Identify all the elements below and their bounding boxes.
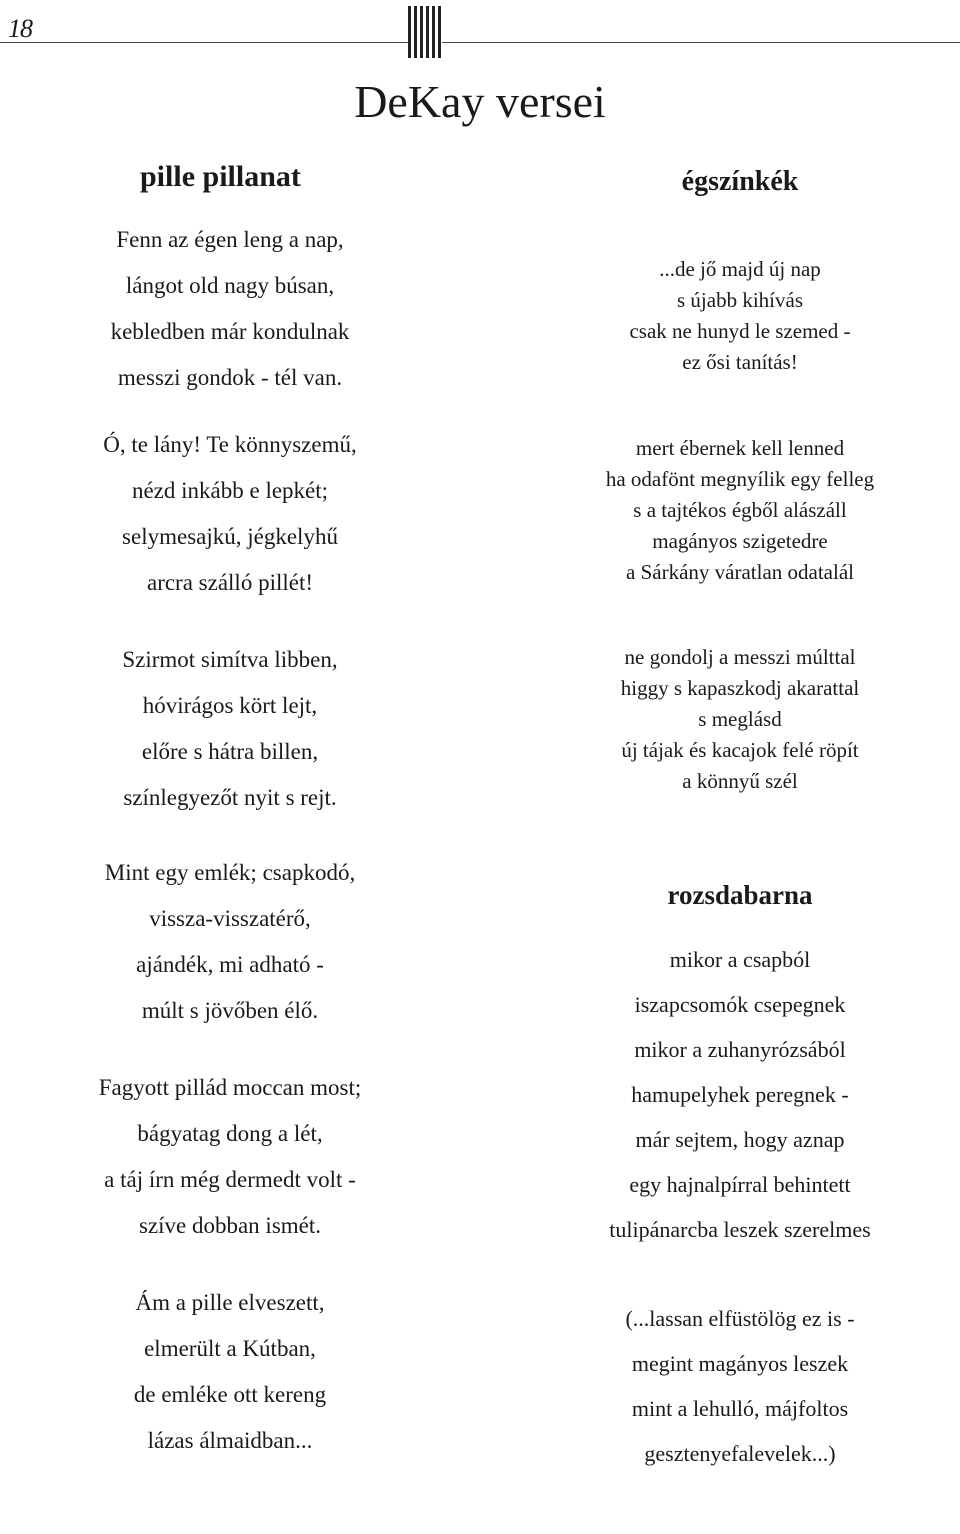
poem-line: Ám a pille elveszett,: [135, 1290, 325, 1315]
right-stanza-4: [540, 937, 940, 1252]
left-stanza-4: [40, 850, 420, 1034]
poem-line: arcra szálló pillét!: [146, 570, 314, 595]
poem-line: kebledben már kondulnak: [110, 319, 350, 344]
right-stanza-1: [540, 254, 940, 378]
poem-line: gesztenyefalevelek...): [644, 1441, 836, 1466]
poem-line: magányos szigetedre: [652, 529, 828, 553]
poem-line: iszapcsomók csepegnek: [634, 992, 846, 1017]
poem-line: megint magányos leszek: [631, 1351, 849, 1376]
right-column: [540, 0, 940, 1534]
poem-line: mikor a zuhanyrózsából: [634, 1037, 846, 1062]
poem-line: a könnyű szél: [682, 769, 798, 793]
poem-line: mikor a csapból: [669, 947, 811, 972]
poem-line: már sejtem, hogy aznap: [635, 1127, 845, 1152]
poem-line: de emléke ott kereng: [133, 1382, 327, 1407]
poem-line: selymesajkú, jégkelyhű: [122, 524, 338, 549]
poem-line: Fagyott pillád moccan most;: [98, 1075, 362, 1100]
poem-line: mert ébernek kell lenned: [635, 436, 845, 460]
poem-line: higgy s kapaszkodj akarattal: [620, 676, 860, 700]
poem-line: bágyatag dong a lét,: [137, 1121, 323, 1146]
poem-line: Szirmot simítva libben,: [122, 647, 338, 672]
poem-line: szíve dobban ismét.: [138, 1213, 322, 1238]
page-number: 18: [8, 14, 32, 43]
poem-line: egy hajnalpírral behintett: [629, 1172, 851, 1197]
poem-line: lángot old nagy búsan,: [125, 273, 335, 298]
poem-line: ne gondolj a messzi múlttal: [624, 645, 856, 669]
poem-line: (...lassan elfüstölög ez is -: [625, 1306, 855, 1331]
poem-line: Ó, te lány! Te könnyszemű,: [103, 432, 357, 457]
right-stanza-2: [540, 433, 940, 588]
poem-line: s meglásd: [698, 707, 782, 731]
poem-line: tulipánarcba leszek szerelmes: [609, 1217, 871, 1242]
poem-line: hamupelyhek peregnek -: [631, 1082, 849, 1107]
left-column: [40, 0, 420, 1534]
page-title-text: DeKay versei: [354, 76, 606, 127]
poem-line: a táj írn még dermedt volt -: [104, 1167, 356, 1192]
poem-line: Fenn az égen leng a nap,: [116, 227, 344, 252]
poem-line: elmerült a Kútban,: [144, 1336, 316, 1361]
poem-line: hóvirágos kört lejt,: [142, 693, 318, 718]
poem-line: ajándék, mi adható -: [136, 952, 324, 977]
poem-line: színlegyezőt nyit s rejt.: [123, 785, 337, 810]
poem-line: mint a lehulló, májfoltos: [631, 1396, 849, 1421]
poem-line: nézd inkább e lepkét;: [131, 478, 329, 503]
left-stanza-2: [40, 422, 420, 606]
left-stanza-6: [40, 1280, 420, 1464]
poem-line: előre s hátra billen,: [141, 739, 319, 764]
poem-line: a Sárkány váratlan odatalál: [626, 560, 854, 584]
poem-title-pille-pillanat: pille pillanat: [140, 160, 301, 193]
poem-line: Mint egy emlék; csapkodó,: [104, 860, 356, 885]
poem-line: új tájak és kacajok felé röpít: [621, 738, 859, 762]
poem-line: s újabb kihívás: [677, 288, 803, 312]
right-stanza-3: [540, 642, 940, 797]
poem-line: s a tajtékos égből alászáll: [633, 498, 847, 522]
poem-title-rozsdabarna: rozsdabarna: [667, 880, 813, 910]
poem-line: ez ősi tanítás!: [682, 350, 798, 374]
poem-line: csak ne hunyd le szemed -: [629, 319, 851, 343]
left-stanza-3: [40, 637, 420, 821]
right-stanza-5: [540, 1296, 940, 1476]
poem-line: ha odafönt megnyílik egy felleg: [605, 467, 875, 491]
left-stanza-5: [40, 1065, 420, 1249]
poem-line: ...de jő majd új nap: [659, 257, 821, 281]
left-stanza-1: [40, 217, 420, 401]
poem-line: vissza-visszatérő,: [149, 906, 311, 931]
poem-line: múlt s jövőben élő.: [141, 998, 319, 1023]
poem-title-egszinkek: égszínkék: [681, 166, 799, 197]
poem-line: messzi gondok - tél van.: [117, 365, 343, 390]
magazine-logo: [408, 2, 556, 60]
poem-line: lázas álmaidban...: [147, 1428, 313, 1453]
